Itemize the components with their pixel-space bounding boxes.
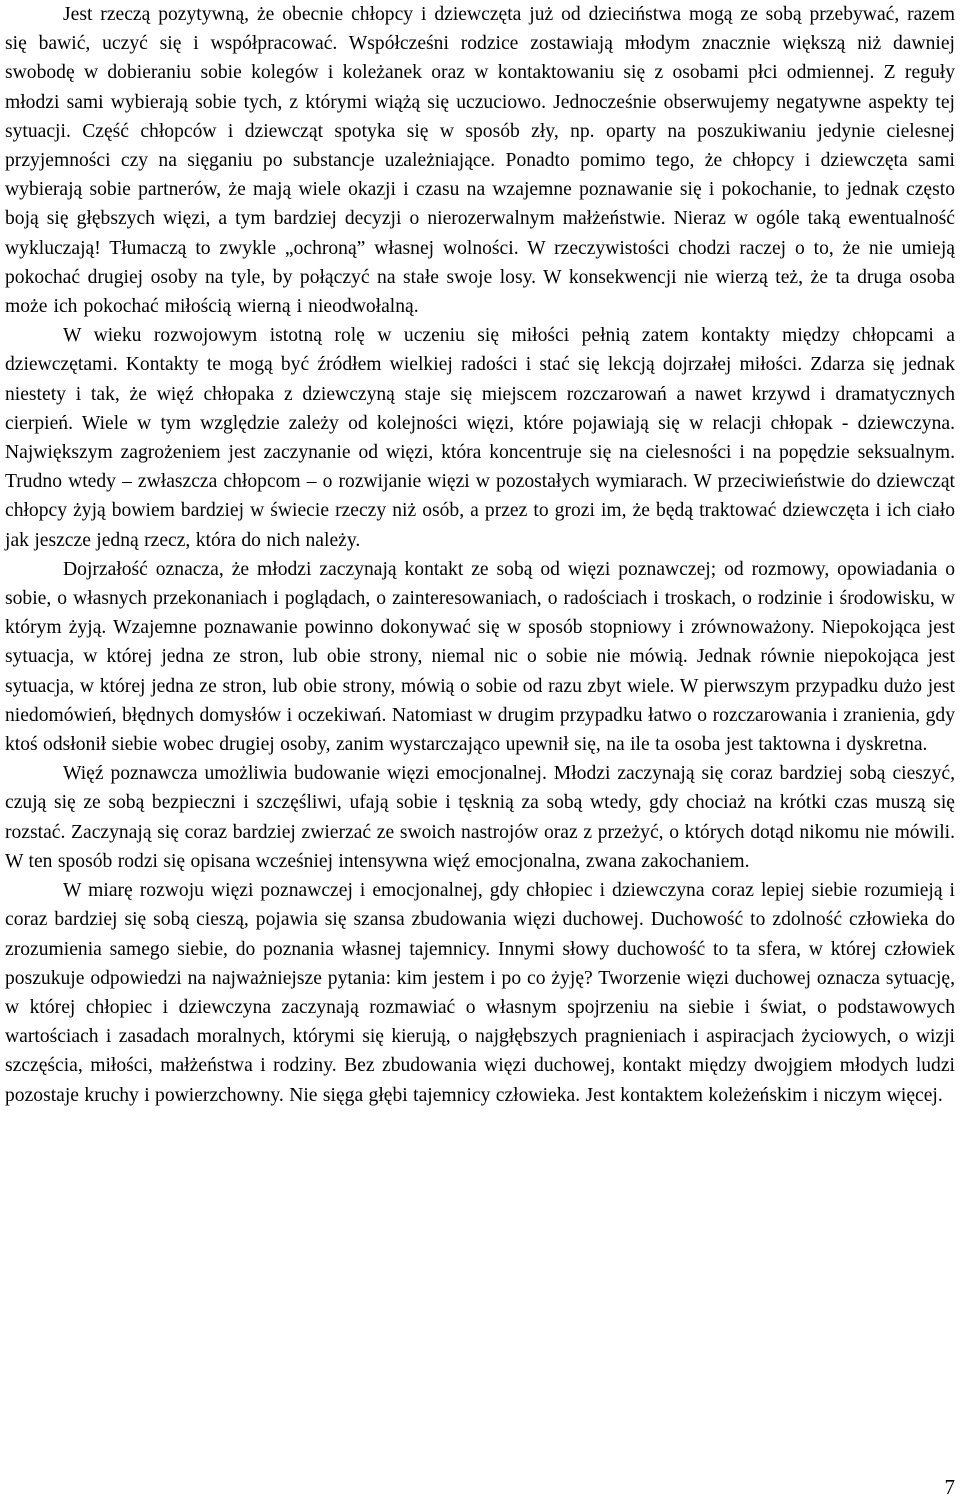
paragraph: Więź poznawcza umożliwia budowanie więzi emocjonalnej. Młodzi zaczynają się coraz bardziej sobą cieszyć, czują się ze sobą bezpieczni i szczęśliwi, ufają sobie i tęsknią za sobą wtedy, gdy chociaż na krótki czas muszą się rozstać. Zaczynają się coraz bardziej zwierzać ze swoich nastrojów oraz z przeżyć, o których dotąd nikomu nie mówili. W ten sposób rodzi się opisana wcześniej intensywna więź emocjonalna, zwana zakochaniem. [5, 763, 955, 872]
paragraph: W wieku rozwojowym istotną rolę w uczeniu się miłości pełnią zatem kontakty między chłopcami a dziewczętami. Kontakty te mogą być źródłem wielkiej radości i stać się lekcją dojrzałej miłości. Zdarza się jednak niestety i tak, że więź chłopaka z dziewczyną staje się miejscem rozczarowań a nawet krzywd i dramatycznych cierpień. Wiele w tym względzie zależy od kolejności więzi, które pojawiają się w relacji chłopak - dziewczyna. Największym zagrożeniem jest zaczynanie od więzi, która koncentruje się na cielesności i na popędzie seksualnym. Trudno wtedy – zwłaszcza chłopcom – o rozwijanie więzi w pozostałych wymiarach. W przeciwieństwie do dziewcząt chłopcy żyją bowiem bardziej w świecie rzeczy niż osób, a przez to grozi im, że będą traktować dziewczęta i ich ciało jak jeszcze jedną rzecz, która do nich należy. [5, 325, 955, 551]
document-page [5, 0, 955, 1110]
paragraph: Jest rzeczą pozytywną, że obecnie chłopcy i dziewczęta już od dzieciństwa mogą ze sobą przebywać, razem się bawić, uczyć się i współpracować. Współcześni rodzice zostawiają młodym znacznie większą niż dawniej swobodę w dobieraniu sobie kolegów i koleżanek oraz w kontaktowaniu się z osobami płci odmiennej. Z reguły młodzi sami wybierają sobie tych, z którymi wiążą się uczuciowo. Jednocześnie obserwujemy negatywne aspekty tej sytuacji. Część chłopców i dziewcząt spotyka się w sposób zły, np. oparty na poszukiwaniu jedynie cielesnej przyjemności czy na sięganiu po substancje uzależniające. Ponadto pomimo tego, że chłopcy i dziewczęta sami wybierają sobie partnerów, że mają wiele okazji i czasu na wzajemne poznawanie się i pokochanie, to jednak często boją się głębszych więzi, a tym bardziej decyzji o nierozerwalnym małżeństwie. Nieraz w ogóle taką ewentualność wykluczają! Tłumaczą to zwykle „ochroną” własnej wolności. W rzeczywistości chodzi raczej o to, że nie umieją pokochać drugiej osoby na tyle, by połączyć na stałe swoje losy. W konsekwencji nie wierzą też, że ta druga osoba może ich pokochać miłością wierną i nieodwołalną. [5, 4, 955, 318]
paragraph: W miarę rozwoju więzi poznawczej i emocjonalnej, gdy chłopiec i dziewczyna coraz lepiej siebie rozumieją i coraz bardziej się sobą cieszą, pojawia się szansa zbudowania więzi duchowej. Duchowość to zdolność człowieka do zrozumienia samego siebie, do poznania własnej tajemnicy. Innymi słowy duchowość to ta sfera, w której człowiek poszukuje odpowiedzi na najważniejsze pytania: kim jestem i po co żyję? Tworzenie więzi duchowej oznacza sytuację, w której chłopiec i dziewczyna zaczynają rozmawiać o własnym spojrzeniu na siebie i świat, o podstawowych wartościach i zasadach moralnych, którymi się kierują, o najgłębszych pragnieniach i aspiracjach życiowych, o wizji szczęścia, miłości, małżeństwa i rodziny. Bez zbudowania więzi duchowej, kontakt między dwojgiem młodych ludzi pozostaje kruchy i powierzchowny. Nie sięga głębi tajemnicy człowieka. Jest kontaktem koleżeńskim i niczym więcej. [5, 880, 955, 1106]
page-number: 7 [944, 1475, 955, 1499]
paragraph: Dojrzałość oznacza, że młodzi zaczynają kontakt ze sobą od więzi poznawczej; od rozmowy, opowiadania o sobie, o własnych przekonaniach i poglądach, o zainteresowaniach, o radościach i troskach, o rodzinie i środowisku, w którym żyją. Wzajemne poznawanie powinno dokonywać się w sposób stopniowy i zrównoważony. Niepokojąca jest sytuacja, w której jedna ze stron, lub obie strony, niemal nic o sobie nie mówią. Jednak równie niepokojąca jest sytuacja, w której jedna ze stron, lub obie strony, mówią o sobie od razu zbyt wiele. W pierwszym przypadku dużo jest niedomówień, błędnych domysłów i oczekiwań. Natomiast w drugim przypadku łatwo o rozczarowania i zranienia, gdy ktoś odsłonił siebie wobec drugiej osoby, zanim wystarczająco upewnił się, na ile ta osoba jest taktowna i dyskretna. [5, 558, 955, 756]
